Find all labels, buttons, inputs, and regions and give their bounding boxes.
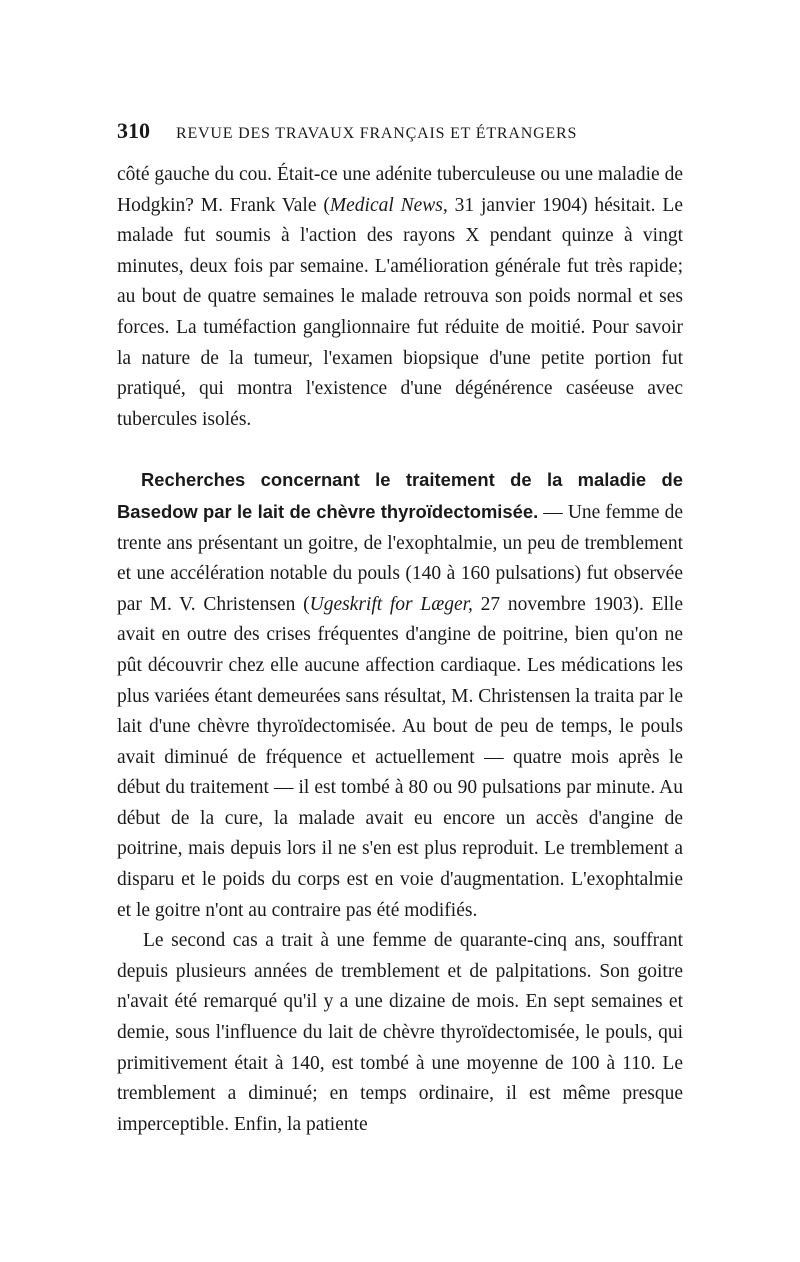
paragraph-hodgkin [117,160,683,435]
page-body [117,160,683,1140]
journal-citation: Medical News, [329,194,448,216]
paragraph-text: côté gauche du cou. Était-ce une adénite tuberculeuse ou une maladie de Hodgkin? M. Frank Vale ( [117,164,683,216]
journal-citation: Ugeskrift for Læger, [309,593,473,615]
paragraph-basedow [117,465,683,926]
page-number: 310 [117,118,150,143]
paragraph-second-case [117,926,683,1140]
paragraph-text: 27 novembre 1903). Elle avait en outre des crises fréquentes d'angine de poitrine, bien qu'on ne pût découvrir chez elle aucune affection cardiaque. Les médications les plus variées étant demeurées sans résultat, [117,593,683,707]
paragraph-text: une femme de quarante-cinq ans, souffrant depuis plusieurs années de tremblement et de palpitations. Son goitre n'avait été remarqué qu'il y a une dizaine de mois. En sept semaines et demie, sous l'influence du lait de chèvre thyroïdectomisée, le pouls, qui primitivement était à 140, est tombé à une moyenne de 100 à 110. Le tremblement a diminué; en temps ordinaire, il est même presque imperceptible. Enfin, la patiente [117,930,683,1135]
running-head: REVUE DES TRAVAUX FRANÇAIS ET ÉTRANGERS [176,125,578,142]
paragraph-text: Le second cas a trait à [143,930,337,952]
paragraph-text: — Une femme de trente ans présentant un goitre, de l'exophtalmie, un peu de tremblement et une accélération notable du pouls (140 à 160 pulsations) fut observée par M. V. Christensen ( [117,501,683,615]
page-header [117,118,683,148]
section-title: Recherches concernant le traitement de la maladie de Basedow par le lait de chèvre thyroïdectomisée. [117,469,683,522]
paragraph-text: 31 janvier 1904) hésitait. Le malade fut soumis à l'action des rayons X pendant quinze à vingt minutes, deux fois par semaine. L'amélioration générale fut très rapide; au bout de quatre semaines le malade retrouva son poids normal et ses forces. La tuméfaction ganglionnaire fut réduite de moitié. Pour savoir la nature de la tumeur, l'examen biopsique d'une petite portion fut pratiqué, qui montra l'existence d'une dégénérence caséeuse avec tubercules isolés. [117,194,683,430]
paragraph-text: M. Christensen la traita par le lait d'une chèvre thyroïdectomisée. Au bout de peu de temps, le pouls avait diminué de fréquence et actuellement — quatre mois après le début du traitement — il est tombé à 80 ou 90 pulsations par minute. Au début de la cure, la malade avait eu encore un accès d'angine de poitrine, mais depuis lors il ne s'en est plus reproduit. Le tremblement a disparu et le poids du corps est en voie d'augmentation. L'exophtalmie et le goitre n'ont au contraire pas été modifiés. [117,685,683,921]
